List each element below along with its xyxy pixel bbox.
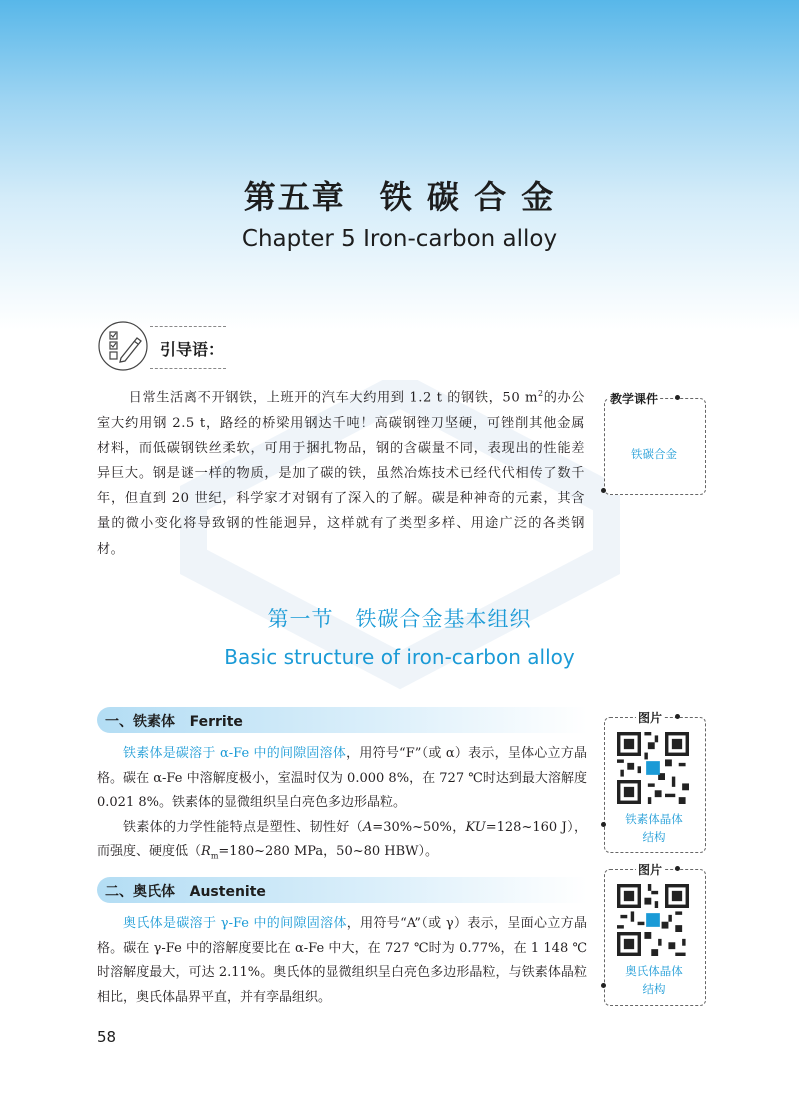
austenite-paragraph-1: 奥氏体是碳溶于 γ-Fe 中的间隙固溶体，用符号“A”（或 γ）表示，呈面心立方晶格。碳在 γ-Fe 中的溶解度要比在 α-Fe 中大，在 727 ℃时为 0.77%，在 1 148 ℃时溶解度最大，可达 2.11%。奥氏体的显微组织呈白亮色多边形晶粒，与铁素体晶粒相比，奥氏体晶界平直，并有孪晶组织。 (97, 916, 587, 1005)
austenite-qr-code-icon[interactable] (617, 884, 689, 956)
ferrite-heading-bar (97, 707, 587, 733)
ferrite-paragraph-2: 铁素体的力学性能特点是塑性、韧性好（A=30%~50%，KU=128~160 J），而强度、硬度低（$R_m=180\sim 280$ MPa，50~80 HBW）。 (97, 819, 587, 861)
austenite-picture-caption[interactable]: 奥氏体晶体 结构 (625, 964, 683, 996)
intro-paragraph: 日常生活离不开钢铁，上班开的汽车大约用到 1.2 t 的钢铁，50 $m^2$的办公室大约用钢 2.5 t，路经的桥梁用钢达千吨！高碳钢锉刀坚硬，可锉削其他金属材料，而低碳钢铁丝柔软，可用于捆扎物品，钢的含碳量不同，表现出的性能差异巨大。钢是谜一样的物质，是加了碳的铁，虽然冶炼技术已经代代相传了数千年，但直到 20 世纪，科学家才对钢有了深入的了解。碳是种神奇的元素，其含量的微小变化将导致钢的性能迥异，这样就有了类型多样、用途广泛的各类钢材。 (97, 389, 585, 557)
header-gradient-band (0, 0, 799, 330)
intro-label: 引导语： (160, 340, 225, 359)
austenite-picture-label: 图片 (638, 863, 663, 877)
ferrite-qr-code-icon[interactable] (617, 732, 689, 804)
austenite-body (97, 912, 587, 1010)
intro-rule-top (150, 326, 226, 327)
page-number: 58 (97, 1028, 117, 1046)
austenite-picture-dot (675, 866, 680, 871)
austenite-heading-bar (97, 877, 587, 903)
ferrite-picture-dot (675, 714, 680, 719)
chapter-title: 第五章 铁 碳 合 金 (243, 178, 556, 216)
chapter-subtitle: Chapter 5 Iron-carbon alloy (241, 226, 558, 252)
ferrite-heading: 一、铁素体 Ferrite (105, 714, 243, 730)
intro-rule-bottom (150, 368, 226, 369)
courseware-dot-bottom (601, 488, 606, 493)
ferrite-picture-caption[interactable]: 铁素体晶体 结构 (625, 812, 683, 844)
ferrite-body (97, 742, 587, 869)
checklist-pencil-icon (97, 320, 149, 372)
courseware-label: 教学课件 (610, 392, 659, 406)
ferrite-picture-label: 图片 (638, 711, 663, 725)
courseware-dot (675, 395, 680, 400)
ferrite-paragraph-1: 铁素体是碳溶于 α-Fe 中的间隙固溶体，用符号“F”（或 α）表示，呈体心立方晶格。碳在 α-Fe 中溶解度极小，室温时仅为 0.000 8%，在 727 ℃时达到最大溶解度 0.021 8%。铁素体的显微组织呈白亮色多边形晶粒。 (97, 746, 587, 810)
courseware-link[interactable]: 铁碳合金 (631, 447, 677, 461)
austenite-heading: 二、奥氏体 Austenite (105, 884, 266, 900)
section-subtitle: Basic structure of iron-carbon alloy (224, 645, 575, 669)
section-title: 第一节 铁碳合金基本组织 (267, 607, 532, 631)
